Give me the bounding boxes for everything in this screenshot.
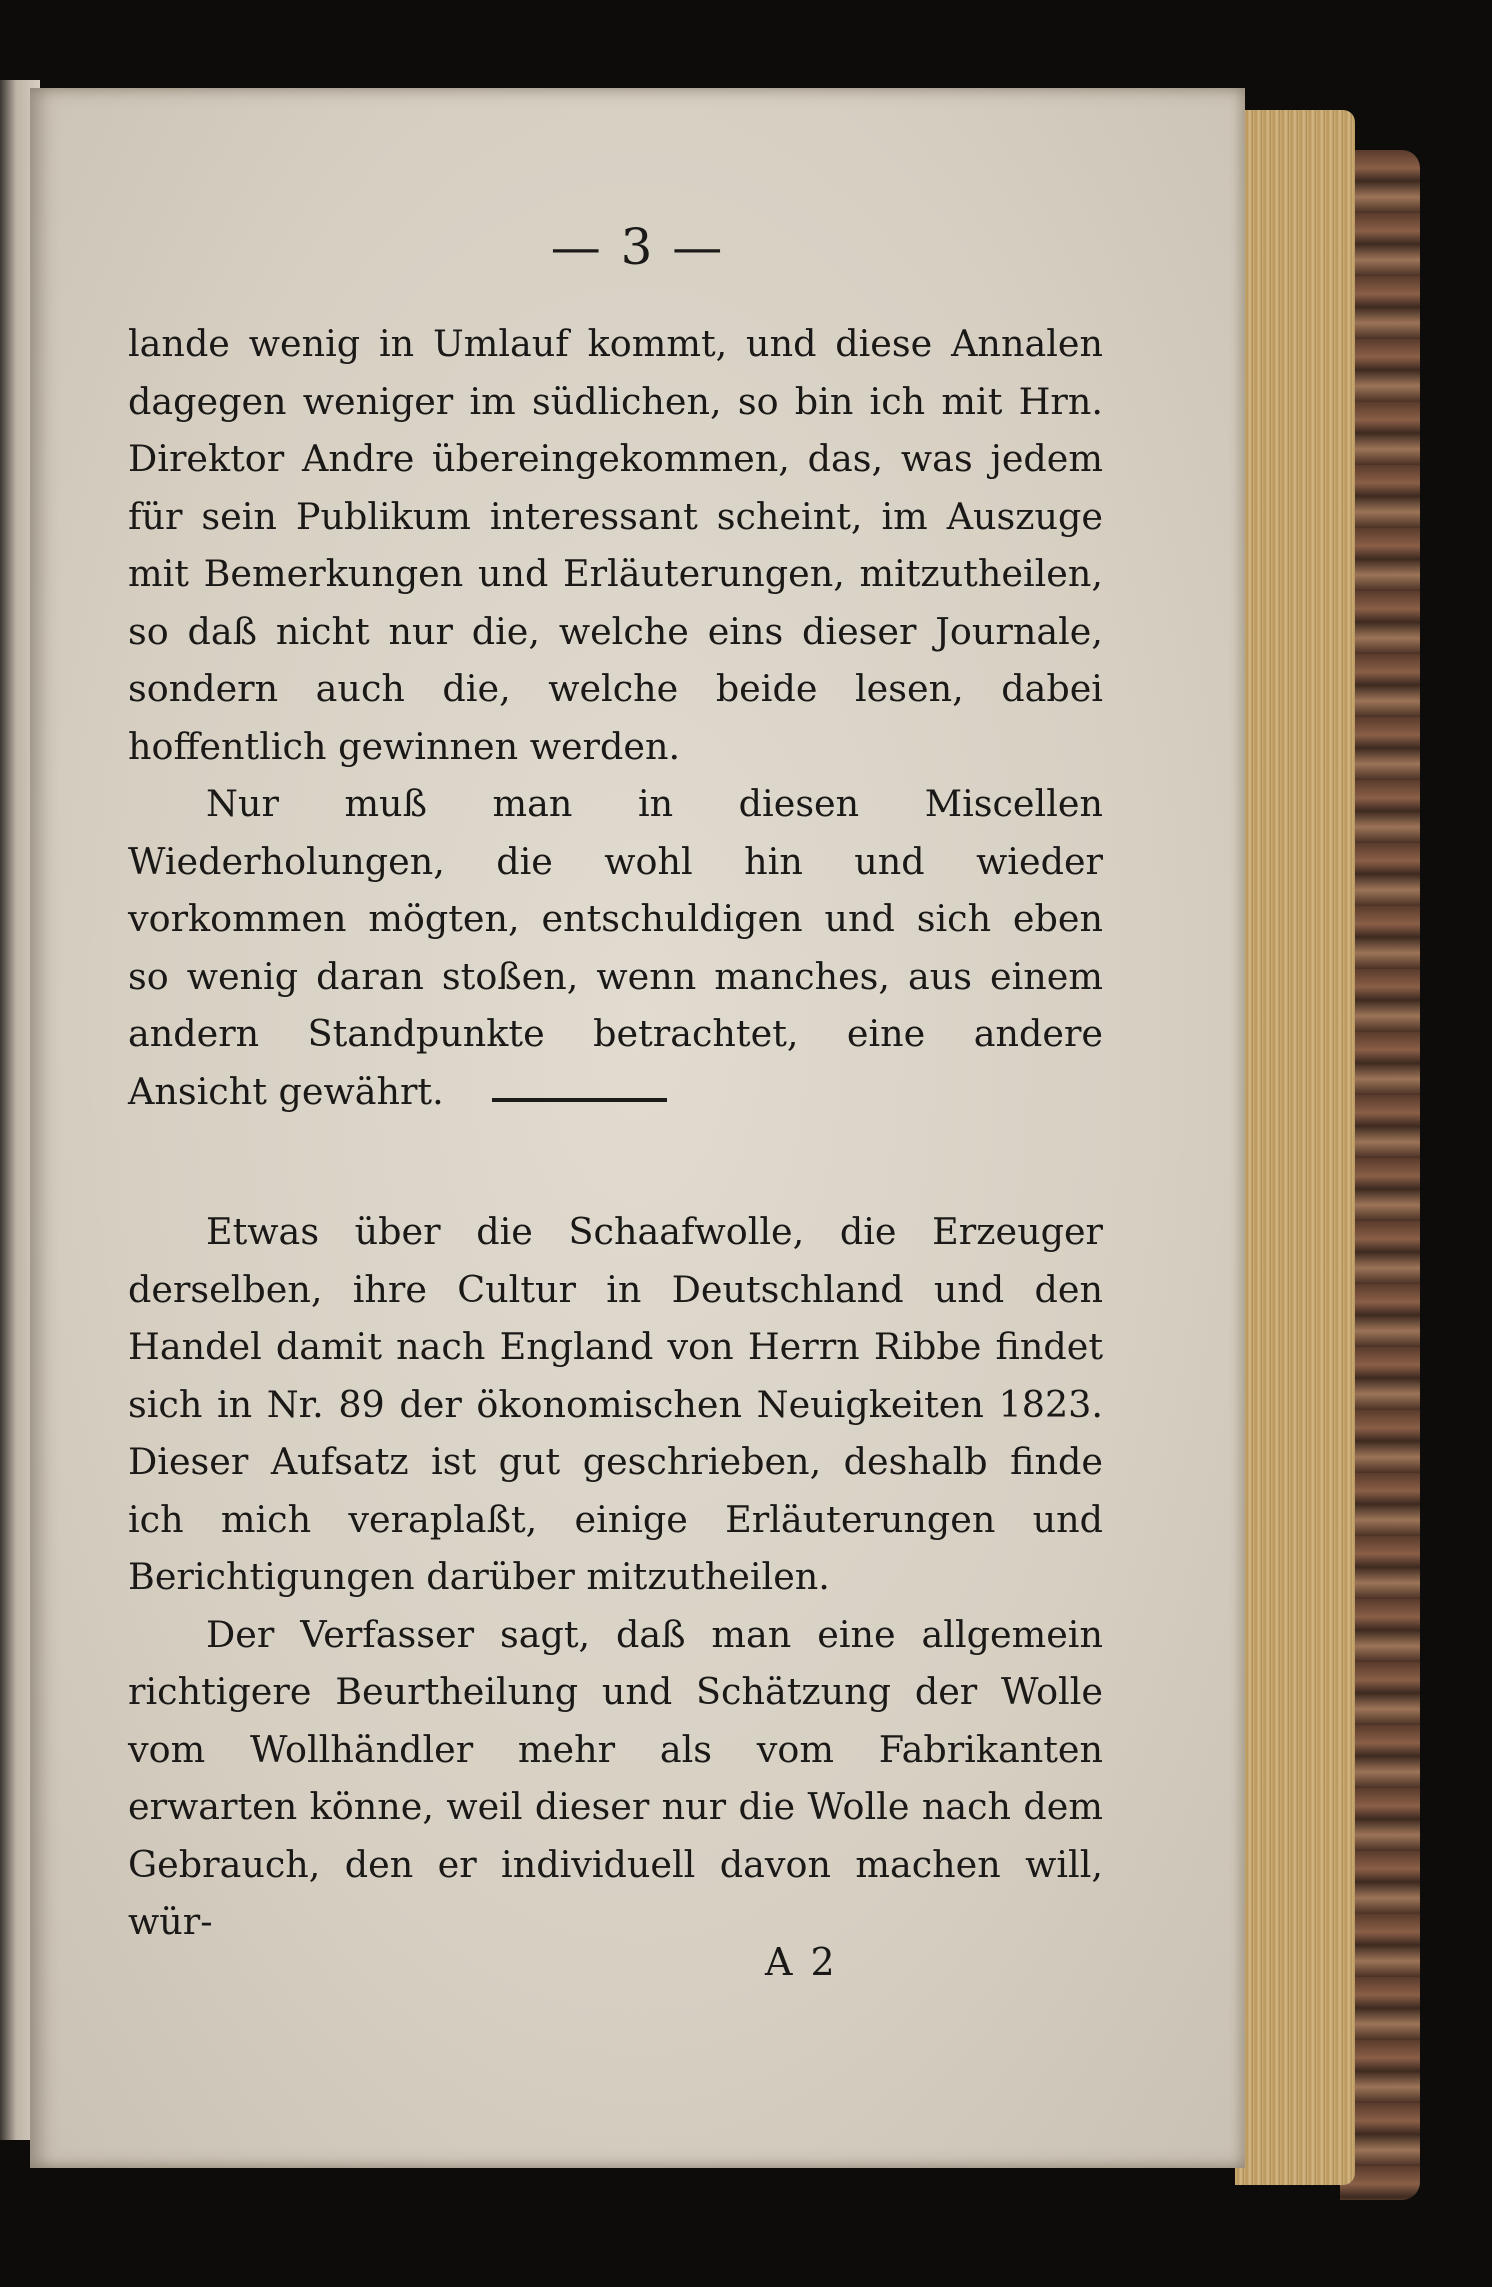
book-page <box>30 88 1245 2168</box>
section-divider <box>492 1098 667 1102</box>
paragraph-1: lande wenig in Umlauf kommt, und diese Annalen dagegen weniger im südlichen, so bin ich mit Hrn. Direktor Andre übereingekommen, das, was jedem für sein Publikum interessant scheint, im Auszuge mit Bemerkungen und Erläuterungen, mitzutheilen, so daß nicht nur die, welche eins dieser Journale, sondern auch die, welche beide lesen, dabei hoffentlich gewinnen werden. <box>128 322 1103 768</box>
text-block-bottom <box>128 1203 1103 1951</box>
text-block-top <box>128 315 1103 1120</box>
signature-mark: A 2 <box>765 1940 838 1984</box>
gilt-page-edges <box>1235 110 1355 2185</box>
page-number-header: — 3 — <box>550 218 725 276</box>
paragraph-3: Etwas über die Schaafwolle, die Erzeuger derselben, ihre Cultur in Deutschland und den Handel damit nach England von Herrn Ribbe findet sich in Nr. 89 der ökonomischen Neuigkeiten 1823. Dieser Aufsatz ist gut geschrieben, deshalb finde ich mich veraplaßt, einige Erläuterungen und Berichtigungen darüber mitzutheilen. <box>128 1210 1103 1598</box>
paragraph-4: Der Verfasser sagt, daß man eine allgemein richtigere Beurtheilung und Schätzung der Wolle vom Wollhändler mehr als vom Fabrikanten erwarten könne, weil dieser nur die Wolle nach dem Gebrauch, den er individuell davon machen will, wür- <box>128 1612 1103 1943</box>
paragraph-2: Nur muß man in diesen Miscellen Wiederholungen, die wohl hin und wieder vorkommen mögten, entschuldigen und sich eben so wenig daran stoßen, wenn manches, aus einem andern Standpunkte betrachtet, eine andere Ansicht gewährt. <box>128 782 1103 1113</box>
